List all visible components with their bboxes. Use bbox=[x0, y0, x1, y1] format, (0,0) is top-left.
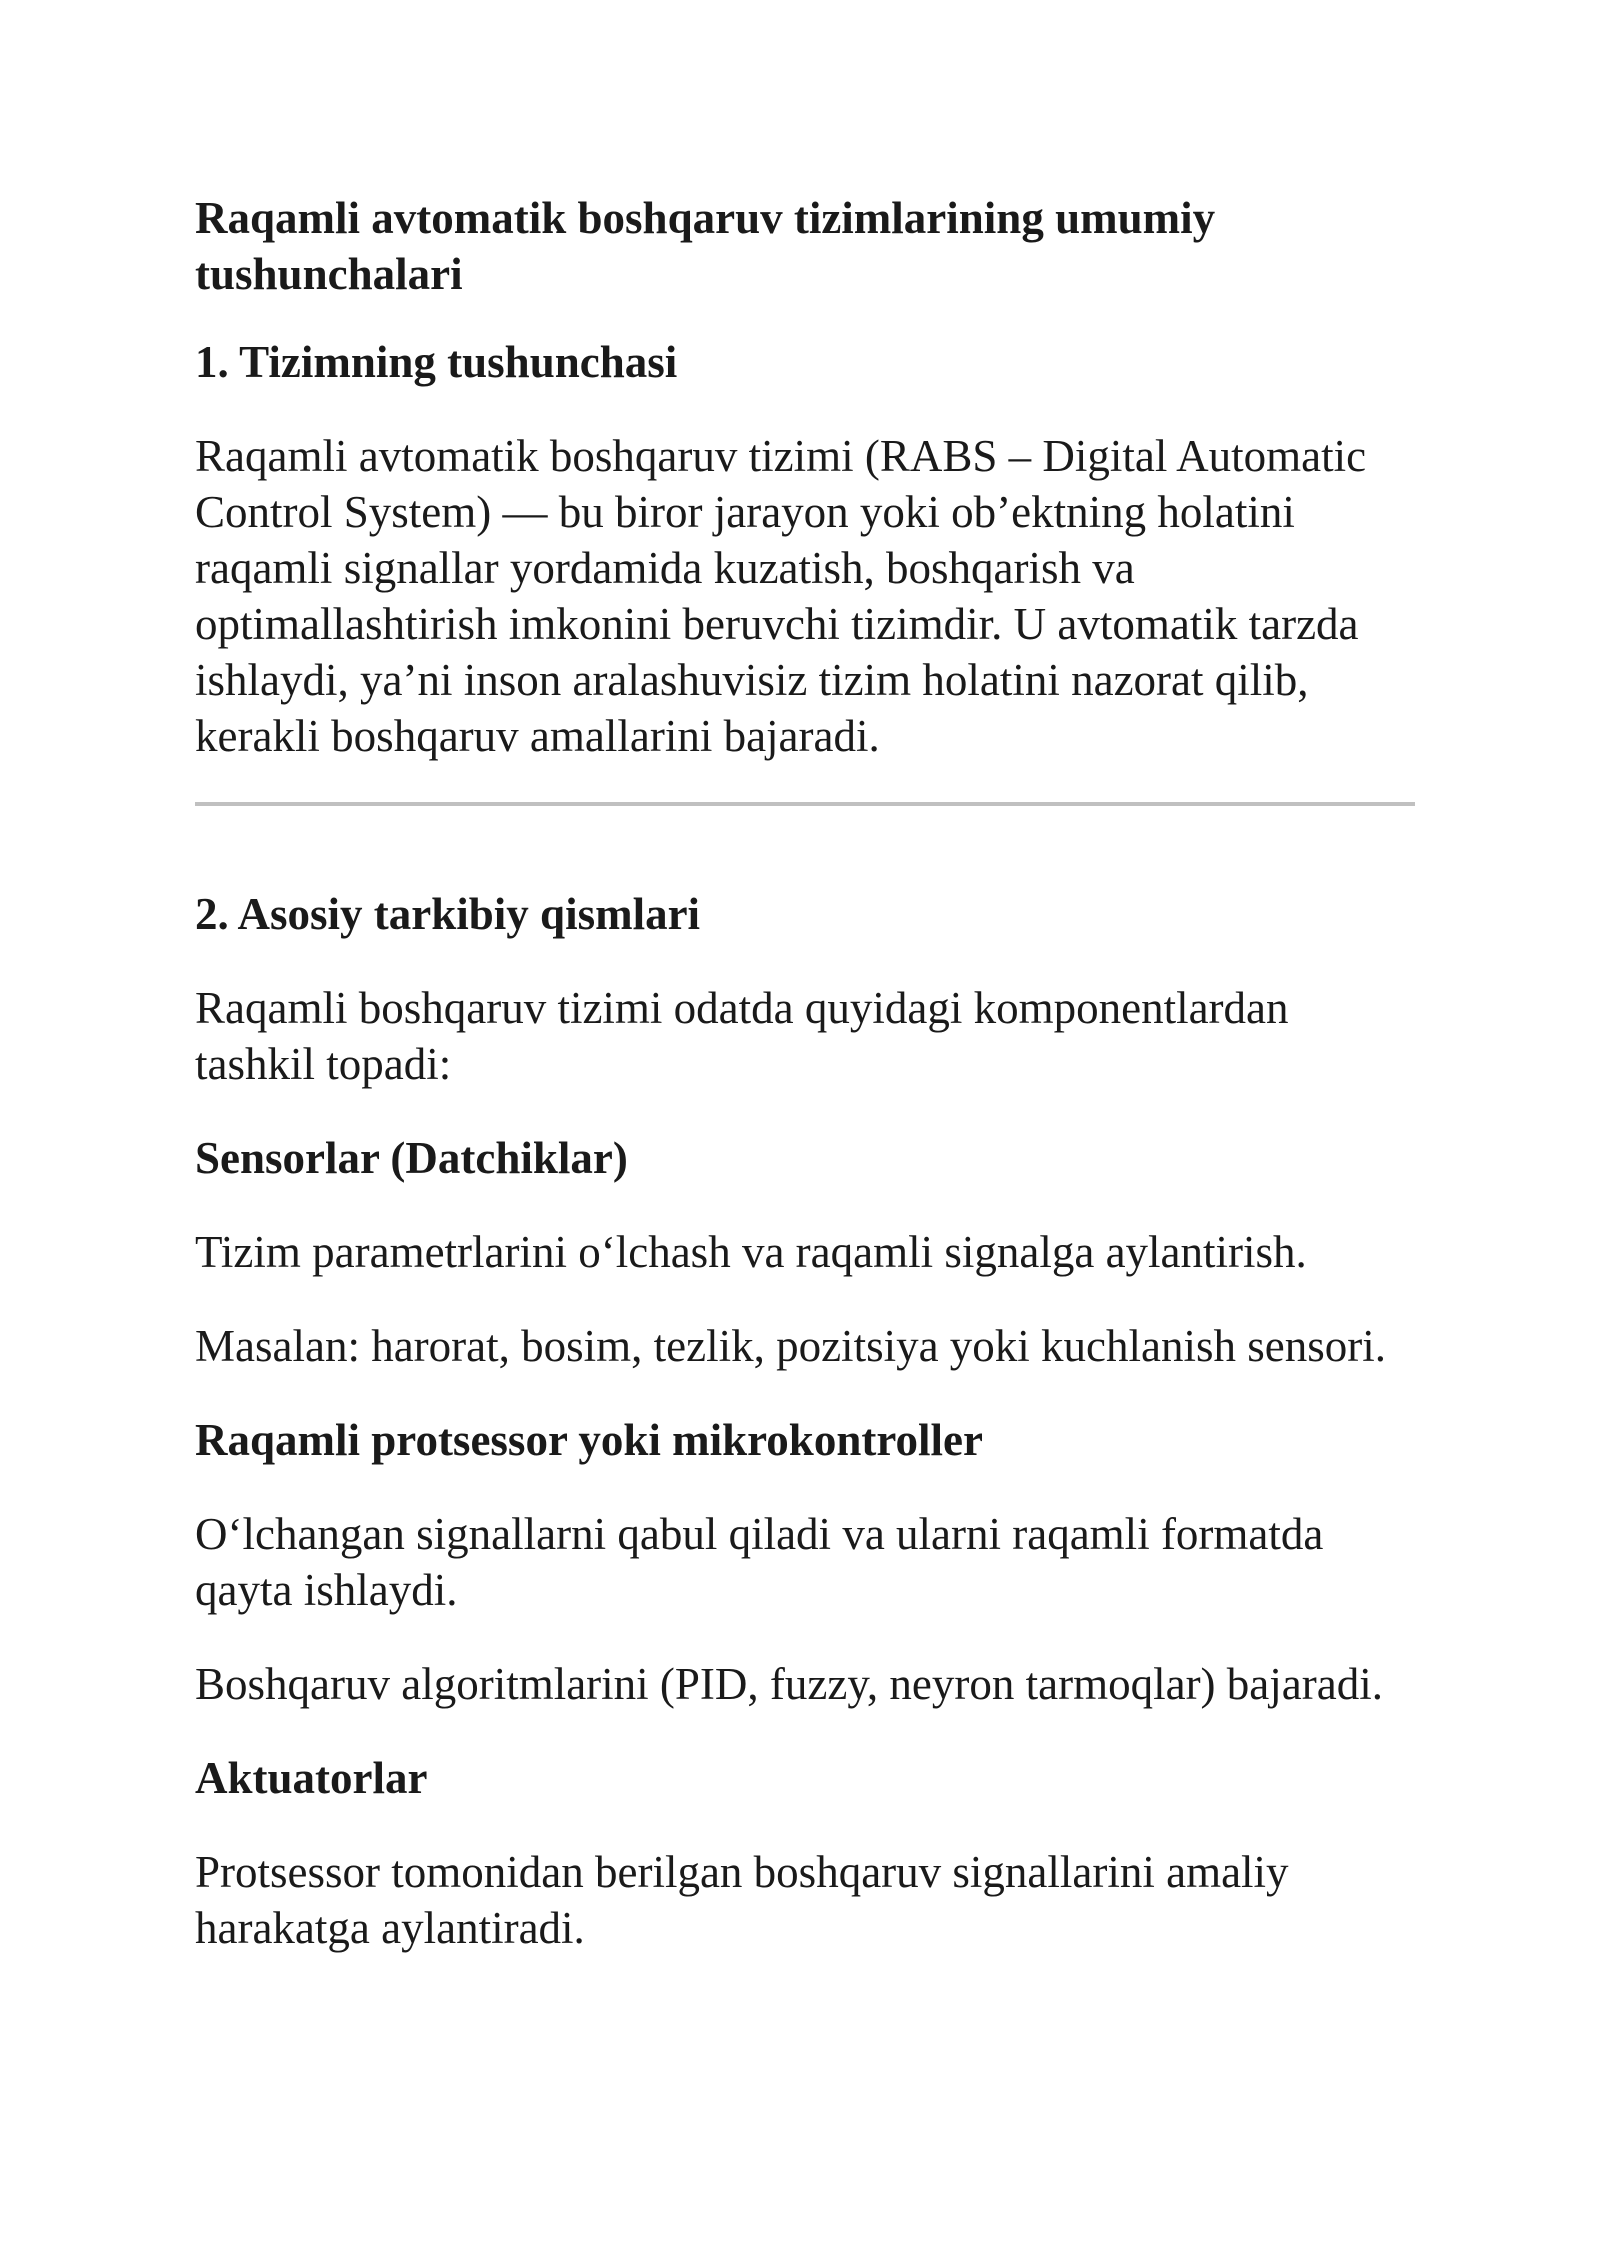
section-paragraph-concept: Raqamli avtomatik boshqaruv tizimi (RABS – Digital Automatic Control System) — bu biror jarayon yoki ob’ektning holatini raqamli signallar yordamida kuzatish, boshqarish va optimallashtirish imkonini beruvchi tizimdir. U avtomatik tarzda ishlaydi, ya’ni inson aralashuvisiz tizim holatini nazorat qilib, kerakli boshqaruv amallarini bajaradi. bbox=[195, 431, 1367, 761]
component-paragraph: Masalan: harorat, bosim, tezlik, pozitsiya yoki kuchlanish sensori. bbox=[195, 1321, 1387, 1371]
document-page bbox=[195, 190, 1415, 1994]
component-heading-sensors: Sensorlar (Datchiklar) bbox=[195, 1133, 628, 1183]
component-heading-processor: Raqamli protsessor yoki mikrokontroller bbox=[195, 1415, 983, 1465]
component-paragraph: Tizim parametrlarini o‘lchash va raqamli signalga aylantirish. bbox=[195, 1227, 1307, 1277]
component-paragraph: Boshqaruv algoritmlarini (PID, fuzzy, neyron tarmoqlar) bajaradi. bbox=[195, 1659, 1383, 1709]
component-paragraph: O‘lchangan signallarni qabul qiladi va ularni raqamli formatda qayta ishlaydi. bbox=[195, 1509, 1324, 1615]
section-intro-components: Raqamli boshqaruv tizimi odatda quyidagi komponentlardan tashkil topadi: bbox=[195, 983, 1289, 1089]
component-paragraph: Protsessor tomonidan berilgan boshqaruv signallarini amaliy harakatga aylantiradi. bbox=[195, 1847, 1289, 1953]
document-title: Raqamli avtomatik boshqaruv tizimlarining umumiy tushunchalari bbox=[195, 193, 1216, 299]
section-heading-concept: 1. Tizimning tushunchasi bbox=[195, 337, 678, 387]
section-divider bbox=[195, 802, 1415, 806]
component-heading-actuators: Aktuatorlar bbox=[195, 1753, 428, 1803]
section-heading-components: 2. Asosiy tarkibiy qismlari bbox=[195, 889, 701, 939]
